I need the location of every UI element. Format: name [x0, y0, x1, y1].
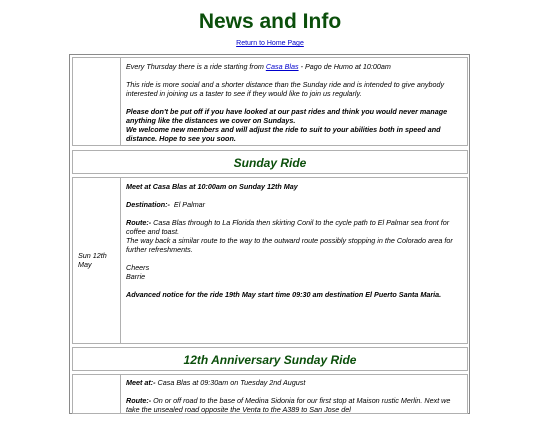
anniversary-ride-row	[72, 374, 468, 414]
intro-paragraph-1	[126, 62, 461, 71]
intro-content	[126, 62, 461, 152]
anniversary-route-label: Route:-	[126, 396, 152, 405]
anniversary-route-text: On or off road to the base of Medina Sidonia for our first stop at Maison rustic Merlin. Next we take the unsealed road opposite the Venta to the A389 to San Jose del	[126, 396, 451, 414]
intro-date-cell	[73, 58, 121, 145]
sunday-route	[126, 218, 461, 254]
sunday-ride-heading: Sunday Ride	[72, 150, 468, 174]
anniversary-content	[126, 378, 461, 423]
signature-text: Barrie	[126, 272, 146, 281]
intro-text-after: - Pago de Humo at 10:00am	[298, 62, 391, 71]
intro-p3-line1: Please don't be put off if you have looked at our past rides and think you would never manage anything like the distances we cover on Sundays.	[126, 107, 448, 125]
sunday-advance-notice: Advanced notice for the ride 19th May start time 09:30 am destination El Puerto Santa Maria.	[126, 290, 442, 299]
destination-label: Destination:-	[126, 200, 170, 209]
page-title: News and Info	[198, 10, 342, 33]
route-text: Casa Blas through to La Florida then skirting Conil to the cycle path to El Palmar sea front for coffee and toast.	[126, 218, 450, 236]
return-home-link[interactable]: Return to Home Page	[236, 40, 304, 47]
intro-paragraph-3	[126, 107, 461, 143]
sunday-destination	[126, 200, 461, 209]
intro-paragraph-2: This ride is more social and a shorter distance than the Sunday ride and is intended to give anybody interested in joining us a taster to see if they would like to join us regularly.	[126, 80, 445, 98]
intro-p3-line2: We welcome new members and will adjust the ride to suit to your abilities both in speed and distance. Hope to see you soon.	[126, 125, 441, 143]
cheers-text: Cheers	[126, 263, 150, 272]
anniversary-meet	[126, 378, 461, 387]
anniversary-ride-heading: 12th Anniversary Sunday Ride	[72, 347, 468, 371]
route-back-text: The way back a similar route to the way to the outward route possibly stopping in the Colorado area for further refreshments.	[126, 236, 453, 254]
casa-blas-link[interactable]: Casa Blas	[265, 62, 299, 71]
anniversary-date-cell	[73, 375, 121, 413]
intro-text-before: Every Thursday there is a ride starting from	[126, 62, 266, 71]
anniversary-route	[126, 396, 461, 414]
sunday-date-cell	[73, 178, 121, 343]
sunday-meet: Meet at Casa Blas at 10:00am on Sunday 12th May	[126, 182, 298, 191]
destination-value: El Palmar	[173, 200, 206, 209]
sunday-signoff	[126, 263, 461, 281]
home-link-wrapper	[0, 40, 540, 47]
intro-row	[72, 57, 468, 146]
sunday-ride-row	[72, 177, 468, 344]
sunday-content	[126, 182, 461, 308]
sunday-date: Sun 12th May	[78, 251, 107, 269]
anniversary-meet-text: Casa Blas at 09:30am on Tuesday 2nd August	[155, 378, 306, 387]
route-label: Route:-	[126, 218, 152, 227]
anniversary-meet-label: Meet at:-	[126, 378, 156, 387]
